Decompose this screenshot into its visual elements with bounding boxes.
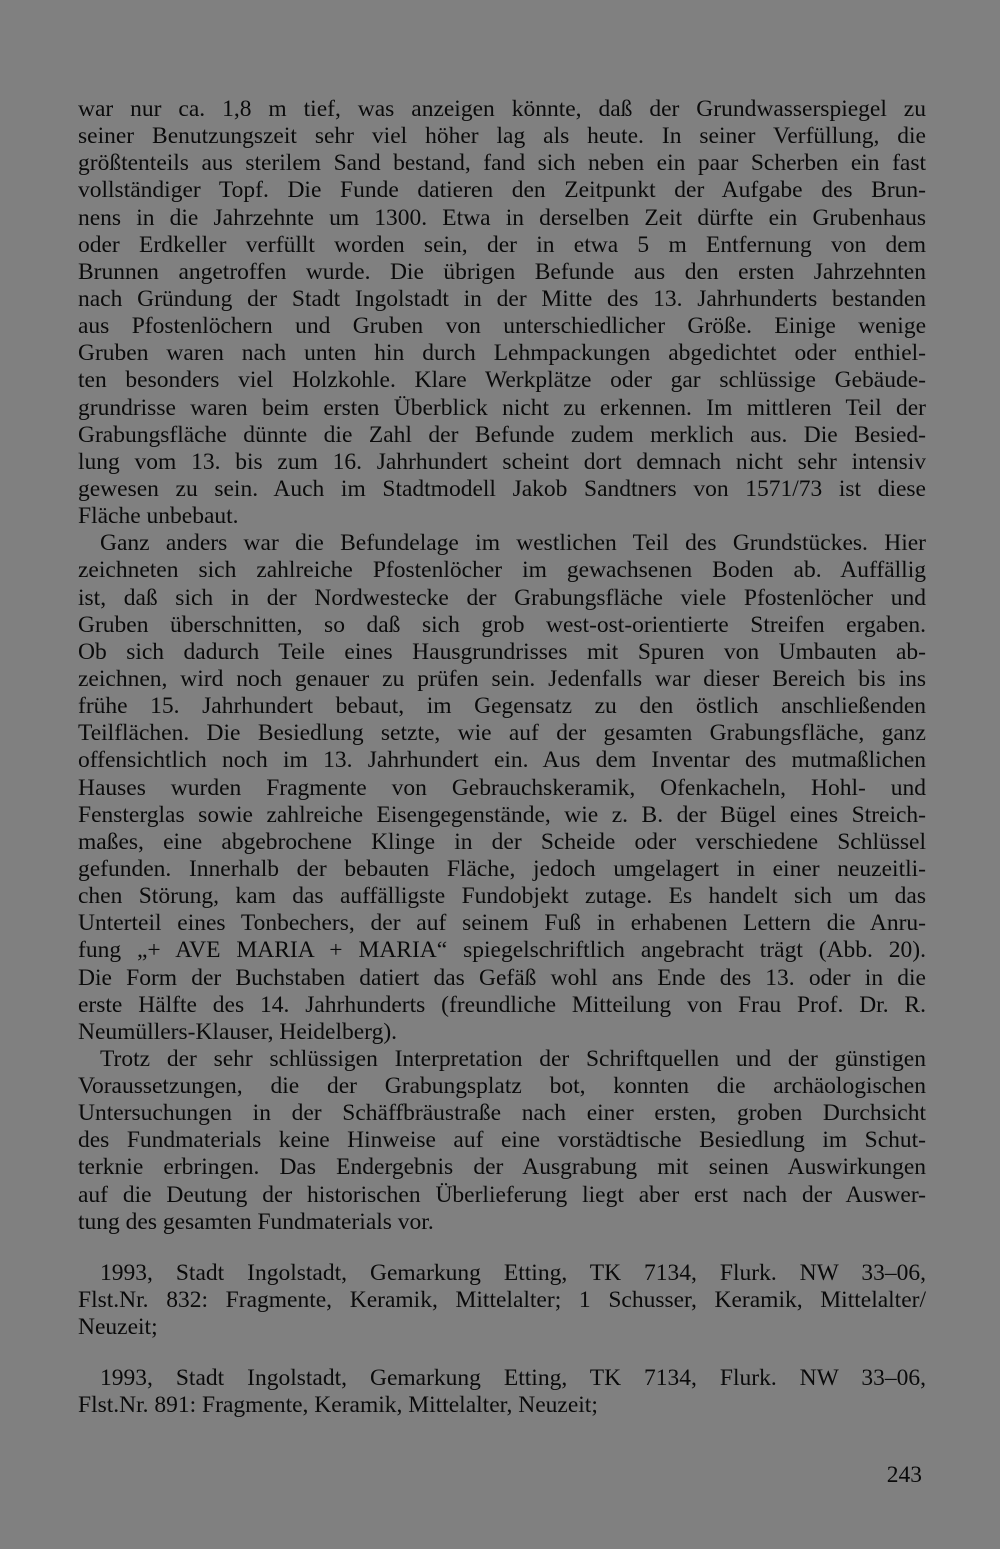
text-line: Die Form der Buchstaben datiert das Gefäß wohl ans Ende des 13. oder in die: [78, 964, 926, 991]
text-line: terknie erbringen. Das Endergebnis der Ausgrabung mit seinen Auswirkungen: [78, 1154, 926, 1181]
text-line: chen Störung, kam das auffälligste Fundobjekt zutage. Es handelt sich um das: [78, 883, 926, 910]
page-body: [78, 96, 926, 1420]
text-line: vollständiger Topf. Die Funde datieren den Zeitpunkt der Aufgabe des Brun-: [78, 177, 926, 204]
paragraph: [78, 530, 926, 1046]
text-line: Neumüllers-Klauser, Heidelberg).: [78, 1018, 398, 1045]
paragraph: [78, 1046, 926, 1236]
text-line: fung „+ AVE MARIA + MARIA“ spiegelschriftlich angebracht trägt (Abb. 20).: [78, 937, 926, 964]
text-line: nach Gründung der Stadt Ingolstadt in der Mitte des 13. Jahrhunderts bestanden: [78, 285, 926, 312]
text-line: zeichnen, wird noch genauer zu prüfen sein. Jedenfalls war dieser Bereich bis ins: [78, 665, 926, 692]
text-line: Brunnen angetroffen wurde. Die übrigen Befunde aus den ersten Jahrzehnten: [78, 258, 926, 285]
text-line: des Fundmaterials keine Hinweise auf eine vorstädtische Besiedlung im Schut-: [78, 1127, 926, 1154]
text-line: frühe 15. Jahrhundert bebaut, im Gegensatz zu den östlich anschließenden: [78, 693, 926, 720]
text-line: Ganz anders war die Befundelage im westlichen Teil des Grundstückes. Hier: [100, 530, 926, 557]
text-line: Gruben überschnitten, so daß sich grob west-ost-orientierte Streifen ergaben.: [78, 611, 926, 638]
text-line: Fläche unbebaut.: [78, 503, 239, 530]
text-line: erste Hälfte des 14. Jahrhunderts (freundliche Mitteilung von Frau Prof. Dr. R.: [78, 991, 926, 1018]
text-line: Flst.Nr. 832: Fragmente, Keramik, Mittelalter; 1 Schusser, Keramik, Mittelalter/: [78, 1287, 926, 1314]
text-line: maßes, eine abgebrochene Klinge in der Scheide oder verschiedene Schlüssel: [78, 828, 926, 855]
text-line: größtenteils aus sterilem Sand bestand, fand sich neben ein paar Scherben ein fast: [78, 150, 926, 177]
paragraph: [78, 1260, 926, 1341]
text-line: tung des gesamten Fundmaterials vor.: [78, 1208, 434, 1235]
text-line: ist, daß sich in der Nordwestecke der Grabungsfläche viele Pfostenlöcher und: [78, 584, 926, 611]
text-line: 1993, Stadt Ingolstadt, Gemarkung Etting, TK 7134, Flurk. NW 33–06,: [100, 1365, 926, 1392]
text-line: Fensterglas sowie zahlreiche Eisengegenstände, wie z. B. der Bügel eines Streich-: [78, 801, 926, 828]
text-line: Teilflächen. Die Besiedlung setzte, wie auf der gesamten Grabungsfläche, ganz: [78, 720, 926, 747]
text-line: auf die Deutung der historischen Überlieferung liegt aber erst nach der Auswer-: [78, 1181, 926, 1208]
text-line: grundrisse waren beim ersten Überblick nicht zu erkennen. Im mittleren Teil der: [78, 394, 926, 421]
text-line: Hauses wurden Fragmente von Gebrauchskeramik, Ofenkacheln, Hohl- und: [78, 774, 926, 801]
text-line: Ob sich dadurch Teile eines Hausgrundrisses mit Spuren von Umbauten ab-: [78, 638, 926, 665]
paragraph-gap: [78, 1236, 926, 1260]
paragraph: [78, 96, 926, 530]
text-line: Flst.Nr. 891: Fragmente, Keramik, Mittelalter, Neuzeit;: [78, 1392, 598, 1419]
text-line: nens in die Jahrzehnte um 1300. Etwa in derselben Zeit dürfte ein Grubenhaus: [78, 204, 926, 231]
text-line: Trotz der sehr schlüssigen Interpretation der Schriftquellen und der günstigen: [100, 1045, 926, 1072]
text-line: Voraussetzungen, die der Grabungsplatz bot, konnten die archäologischen: [78, 1073, 926, 1100]
text-flow: [78, 96, 926, 1420]
text-line: oder Erdkeller verfüllt worden sein, der in etwa 5 m Entfernung von dem: [78, 231, 926, 258]
paragraph-gap: [78, 1341, 926, 1365]
text-line: seiner Benutzungszeit sehr viel höher lag als heute. In seiner Verfüllung, die: [78, 123, 926, 150]
text-line: Grabungsfläche dünnte die Zahl der Befunde zudem merklich aus. Die Besied-: [78, 421, 926, 448]
text-line: Unterteil eines Tonbechers, der auf seinem Fuß in erhabenen Lettern die Anru-: [78, 910, 926, 937]
text-line: war nur ca. 1,8 m tief, was anzeigen könnte, daß der Grundwasserspiegel zu: [78, 96, 926, 122]
paragraph: [78, 1365, 926, 1419]
text-line: Untersuchungen in der Schäffbräustraße nach einer ersten, groben Durchsicht: [78, 1100, 926, 1127]
page-number: 243: [886, 1462, 922, 1488]
text-line: zeichneten sich zahlreiche Pfostenlöcher im gewachsenen Boden ab. Auffällig: [78, 557, 926, 584]
text-line: offensichtlich noch im 13. Jahrhundert ein. Aus dem Inventar des mutmaßlichen: [78, 747, 926, 774]
text-line: Neuzeit;: [78, 1314, 158, 1341]
text-line: Gruben waren nach unten hin durch Lehmpackungen abgedichtet oder enthiel-: [78, 340, 926, 367]
text-line: aus Pfostenlöchern und Gruben von unterschiedlicher Größe. Einige wenige: [78, 313, 926, 340]
text-line: gefunden. Innerhalb der bebauten Fläche, jedoch umgelagert in einer neuzeitli-: [78, 855, 926, 882]
text-line: ten besonders viel Holzkohle. Klare Werkplätze oder gar schlüssige Gebäude-: [78, 367, 926, 394]
text-line: 1993, Stadt Ingolstadt, Gemarkung Etting, TK 7134, Flurk. NW 33–06,: [100, 1259, 926, 1286]
text-line: gewesen zu sein. Auch im Stadtmodell Jakob Sandtners von 1571/73 ist diese: [78, 475, 926, 502]
text-line: lung vom 13. bis zum 16. Jahrhundert scheint dort demnach nicht sehr intensiv: [78, 448, 926, 475]
